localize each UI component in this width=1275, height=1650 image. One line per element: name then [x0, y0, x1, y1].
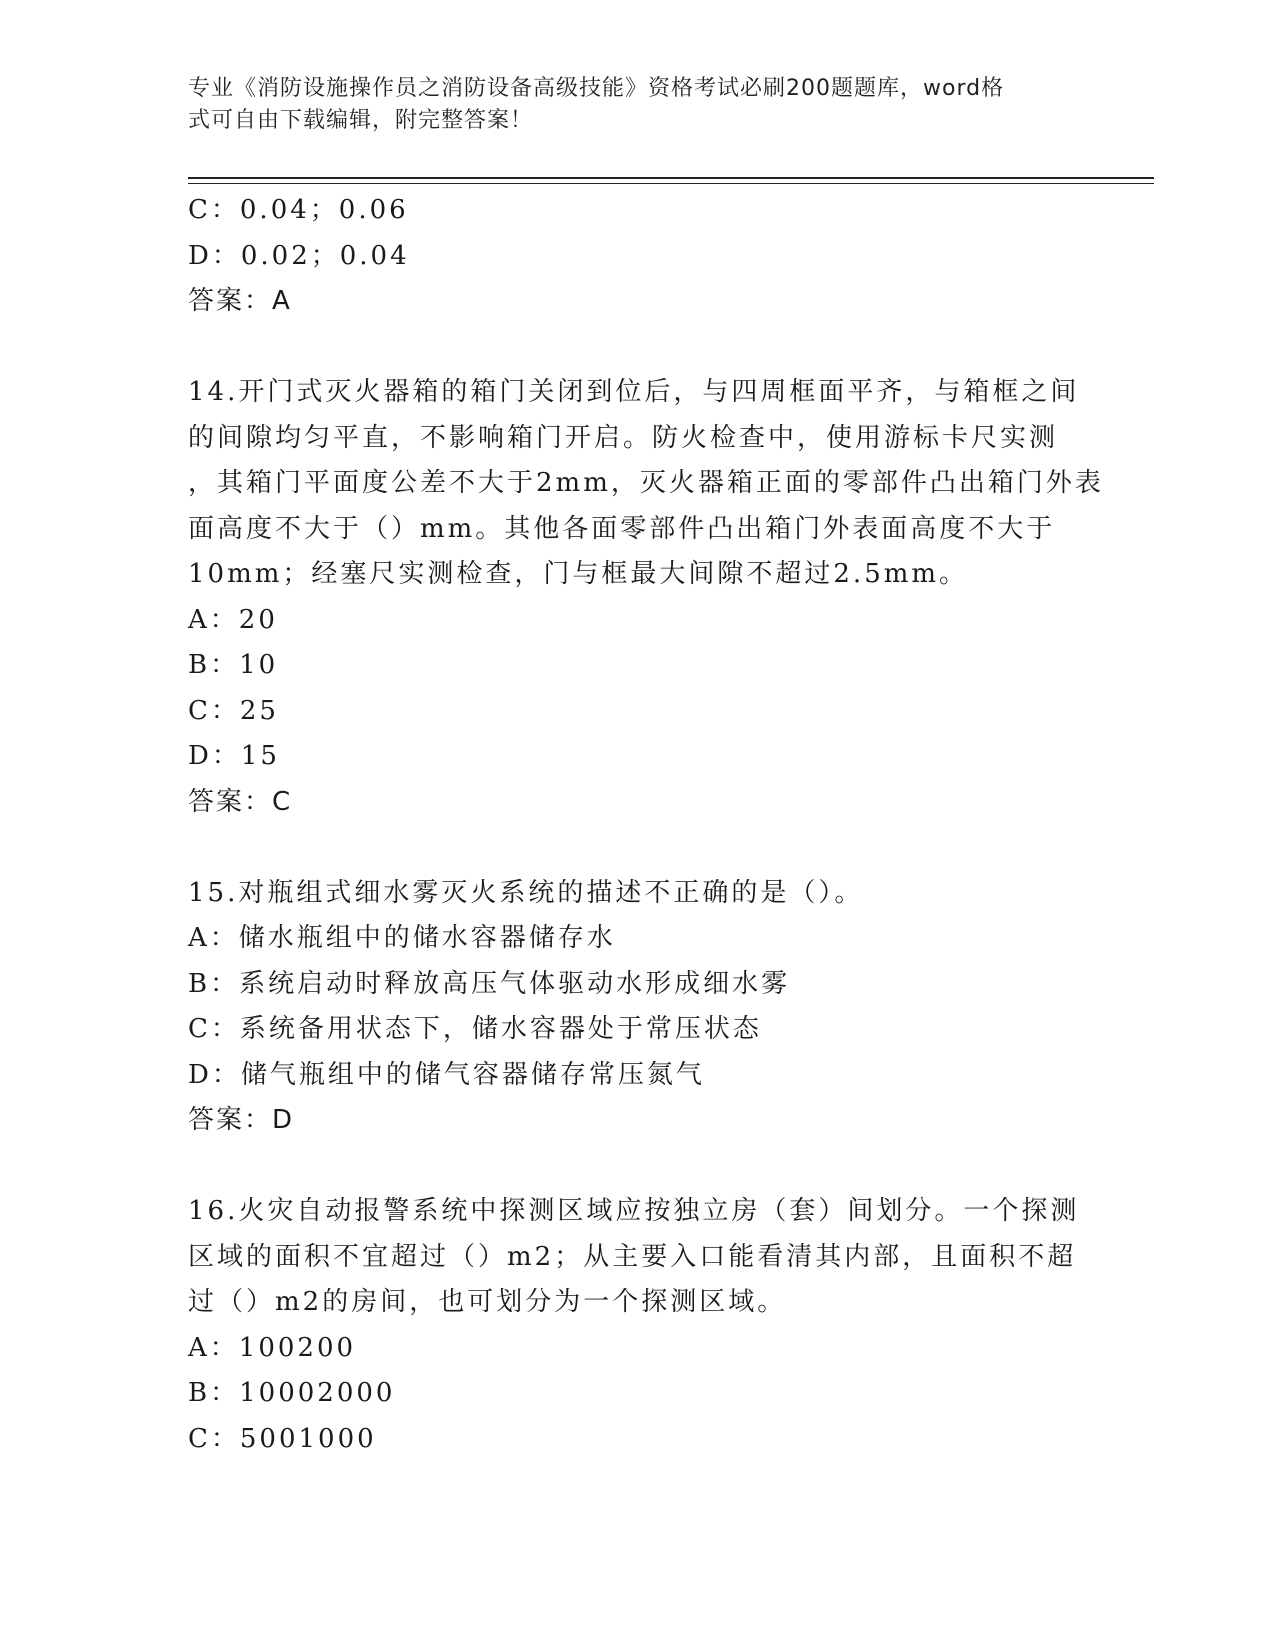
option-b: B：10002000 [188, 1378, 396, 1408]
option-c: C：25 [188, 695, 279, 726]
question-text-line: 14.开门式灭火器箱的箱门关闭到位后，与四周框面平齐，与箱框之间 [188, 377, 1080, 407]
spacer [188, 325, 1088, 371]
header-rule-thick [188, 177, 1154, 179]
question-text-line: 面高度不大于（）mm。其他各面零部件凸出箱门外表面高度不大于 [188, 513, 1056, 544]
question-15 [188, 871, 1088, 1144]
option-a: A：20 [188, 604, 278, 635]
document-header [188, 73, 1068, 137]
option-c: C：0.04；0.06 [188, 195, 409, 225]
question-text-line: 10mm；经塞尺实测检查，门与框最大间隙不超过2.5mm。 [188, 559, 969, 589]
option-b: B：系统启动时释放高压气体驱动水形成细水雾 [188, 968, 791, 999]
option-b: B：10 [188, 650, 279, 680]
header-line-2: 式可自由下载编辑，附完整答案！ [188, 108, 534, 133]
question-text-line: 区域的面积不宜超过（）m2；从主要入口能看清其内部，且面积不超 [188, 1241, 1077, 1272]
option-a: A：储水瓶组中的储水容器储存水 [188, 923, 616, 953]
option-c: C：5001000 [188, 1423, 377, 1454]
question-body [188, 188, 1104, 1462]
option-c: C：系统备用状态下，储水容器处于常压状态 [188, 1014, 762, 1044]
question-text-line: 过（）m2的房间，也可划分为一个探测区域。 [188, 1287, 787, 1317]
question-text-line: ，其箱门平面度公差不大于2mm，灭火器箱正面的零部件凸出箱门外表 [188, 468, 1104, 498]
answer-line: 答案：C [188, 786, 293, 817]
spacer [188, 1144, 1088, 1190]
option-d: D：0.02；0.04 [188, 240, 410, 271]
header-rule-thin [188, 183, 1154, 184]
question-text-line: 15.对瓶组式细水雾灭火系统的描述不正确的是（）。 [188, 877, 864, 908]
option-a: A：100200 [188, 1332, 357, 1363]
answer-line: 答案：A [188, 286, 292, 316]
question-16 [188, 1189, 1088, 1462]
question-text-line: 的间隙均匀平直，不影响箱门开启。防火检查中，使用游标卡尺实测 [188, 422, 1059, 453]
answer-line: 答案：D [188, 1105, 295, 1135]
question-14 [188, 370, 1104, 825]
option-d: D：储气瓶组中的储气容器储存常压氮气 [188, 1059, 705, 1090]
question-text-line: 16.火灾自动报警系统中探测区域应按独立房（套）间划分。一个探测 [188, 1196, 1080, 1226]
spacer [188, 825, 1088, 871]
header-line-1: 专业《消防设施操作员之消防设备高级技能》资格考试必刷200题题库，word格 [188, 76, 1005, 101]
option-d: D：15 [188, 741, 280, 771]
